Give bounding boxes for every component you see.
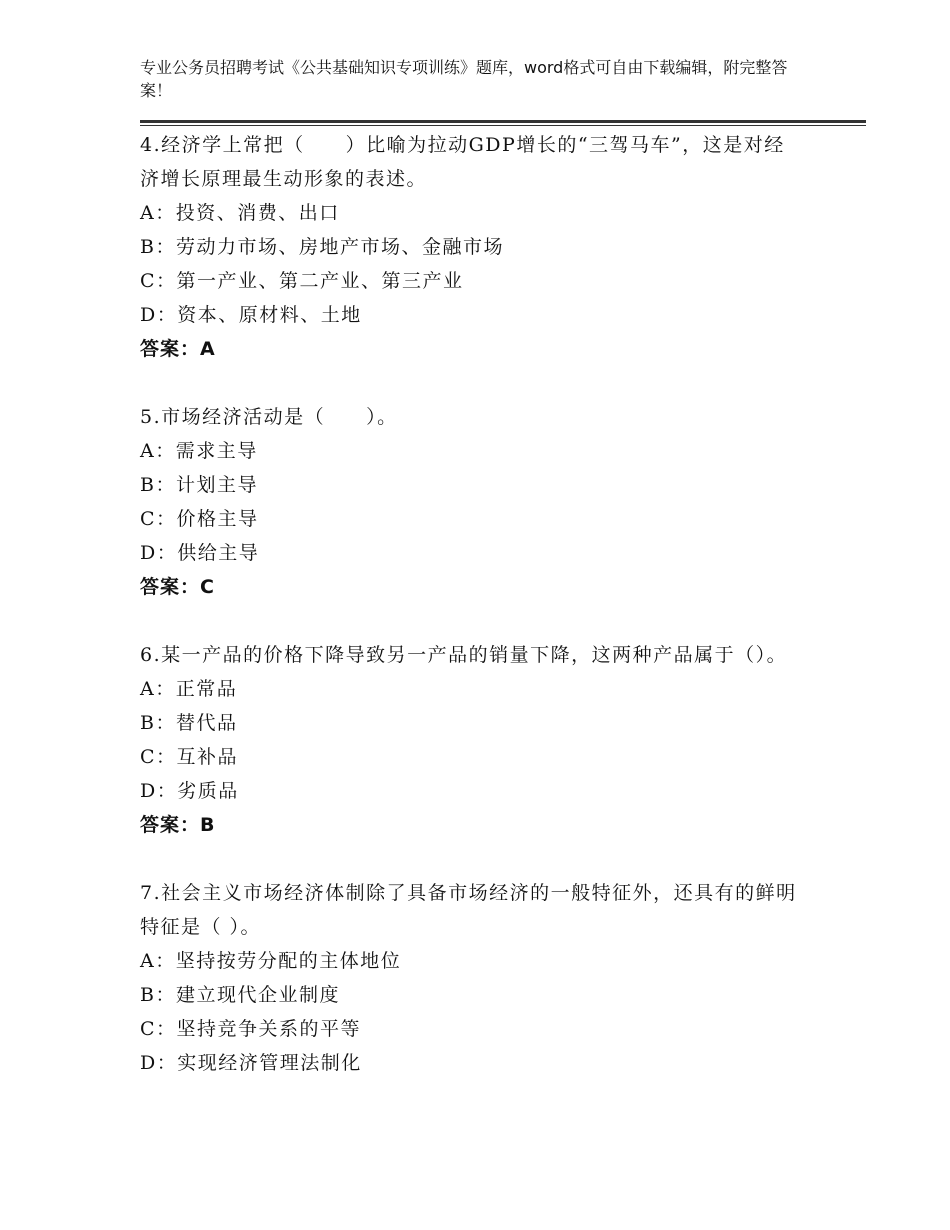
- answer: 答案：C: [140, 576, 215, 598]
- option-c: C：第一产业、第二产业、第三产业: [140, 270, 464, 292]
- answer: 答案：B: [140, 814, 216, 836]
- question-4: [140, 128, 800, 366]
- question-list: [140, 128, 800, 1080]
- question-stem: 7.社会主义市场经济体制除了具备市场经济的一般特征外，还具有的鲜明特征是（ ）。: [140, 882, 797, 938]
- option-d: D：供给主导: [140, 542, 260, 564]
- question-7: [140, 876, 800, 1080]
- answer: 答案：A: [140, 338, 216, 360]
- option-b: B：计划主导: [140, 474, 258, 496]
- option-c: C：坚持竞争关系的平等: [140, 1018, 362, 1040]
- option-d: D：资本、原材料、土地: [140, 304, 362, 326]
- header-divider-thick: [140, 120, 866, 123]
- question-6: [140, 638, 800, 842]
- question-stem: 6.某一产品的价格下降导致另一产品的销量下降，这两种产品属于（）。: [140, 644, 788, 666]
- option-b: B：建立现代企业制度: [140, 984, 340, 1006]
- option-b: B：劳动力市场、房地产市场、金融市场: [140, 236, 504, 258]
- header-text: 专业公务员招聘考试《公共基础知识专项训练》题库，word格式可自由下载编辑，附完整答案！: [140, 58, 788, 100]
- option-d: D：劣质品: [140, 780, 239, 802]
- option-c: C：互补品: [140, 746, 239, 768]
- option-a: A：正常品: [140, 678, 238, 700]
- question-stem: 5.市场经济活动是（ ）。: [140, 406, 398, 428]
- document-header: [140, 56, 800, 102]
- header-divider-thin: [140, 125, 866, 126]
- question-stem: 4.经济学上常把（ ）比喻为拉动GDP增长的“三驾马车”，这是对经济增长原理最生动形象的表述。: [140, 134, 785, 190]
- option-b: B：替代品: [140, 712, 238, 734]
- spacer: [140, 366, 800, 400]
- option-a: A：投资、消费、出口: [140, 202, 340, 224]
- spacer: [140, 842, 800, 876]
- option-a: A：需求主导: [140, 440, 258, 462]
- spacer: [140, 604, 800, 638]
- question-5: [140, 400, 800, 604]
- option-d: D：实现经济管理法制化: [140, 1052, 362, 1074]
- option-c: C：价格主导: [140, 508, 259, 530]
- option-a: A：坚持按劳分配的主体地位: [140, 950, 402, 972]
